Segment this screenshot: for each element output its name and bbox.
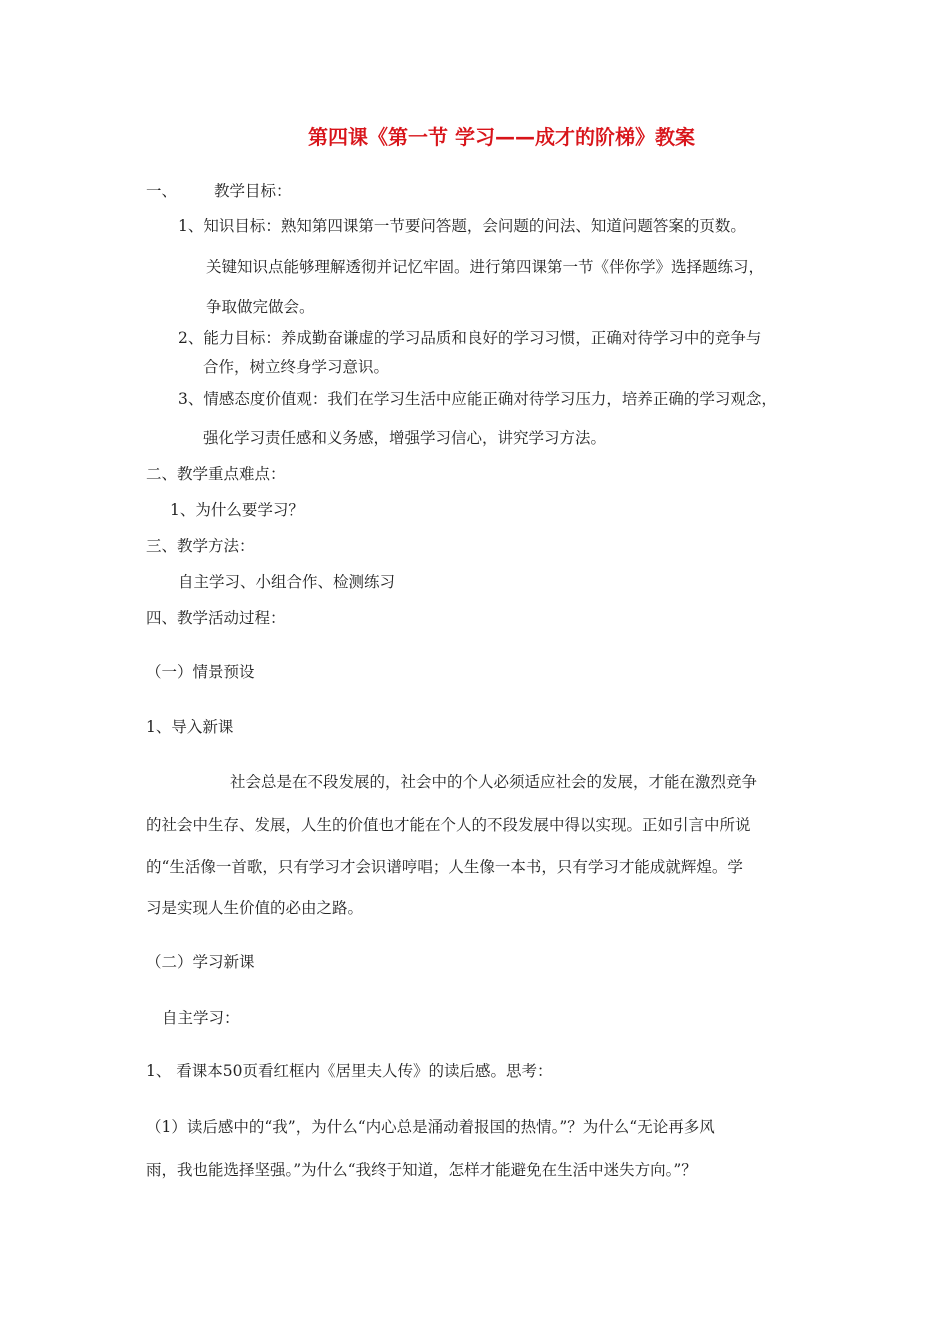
objective-ability: 2、能力目标：养成勤奋谦虚的学习品质和良好的学习习惯，正确对待学习中的竞争与	[178, 329, 762, 347]
section-3-item: 自主学习、小组合作、检测练习	[178, 573, 396, 591]
self-study-label: 自主学习：	[162, 1009, 240, 1027]
subsection-1-item: 1、导入新课	[146, 718, 234, 736]
section-3-heading: 三、教学方法：	[146, 537, 255, 555]
question-1-1-line-2: 雨，我也能选择坚强。”为什么“我终于知道，怎样才能避免在生活中迷失方向。”？	[146, 1161, 697, 1179]
section-2-heading: 二、教学重点难点：	[146, 465, 286, 483]
subsection-1-heading: （一）情景预设	[146, 663, 255, 681]
section-1-heading: 教学目标：	[214, 182, 292, 200]
intro-paragraph-line-3: 的“生活像一首歌，只有学习才会识谱哼唱；人生像一本书，只有学习才能成就辉煌。学	[146, 858, 743, 876]
section-1-number: 一、	[146, 182, 178, 200]
objective-attitude: 3、情感态度价值观：我们在学习生活中应能正确对待学习压力，培养正确的学习观念，	[178, 390, 777, 408]
intro-paragraph-line-4: 习是实现人生价值的必由之路。	[146, 899, 364, 917]
objective-knowledge-cont-1: 关键知识点能够理解透彻并记忆牢固。进行第四课第一节《伴你学》选择题练习，	[206, 258, 765, 276]
question-1: 1、 看课本50页看红框内《居里夫人传》的读后感。思考：	[146, 1062, 553, 1080]
objective-knowledge-cont-2: 争取做完做会。	[206, 298, 315, 316]
section-4-heading: 四、教学活动过程：	[146, 609, 286, 627]
question-1-1-line-1: （1）读后感中的“我”，为什么“内心总是涌动着报国的热情。”？为什么“无论再多风	[146, 1118, 715, 1136]
objective-ability-cont: 合作，树立终身学习意识。	[203, 358, 390, 376]
page-title: 第四课《第一节 学习——成才的阶梯》教案	[308, 125, 695, 149]
intro-paragraph-line-2: 的社会中生存、发展，人生的价值也才能在个人的不段发展中得以实现。正如引言中所说	[146, 816, 751, 834]
objective-attitude-cont: 强化学习责任感和义务感，增强学习信心，讲究学习方法。	[203, 429, 607, 447]
intro-paragraph-line-1: 社会总是在不段发展的，社会中的个人必须适应社会的发展，才能在激烈竞争	[230, 773, 758, 791]
section-2-item: 1、为什么要学习？	[170, 501, 304, 519]
objective-knowledge: 1、知识目标：熟知第四课第一节要问答题，会问题的问法、知道问题答案的页数。	[178, 217, 746, 235]
subsection-2-heading: （二）学习新课	[146, 953, 255, 971]
